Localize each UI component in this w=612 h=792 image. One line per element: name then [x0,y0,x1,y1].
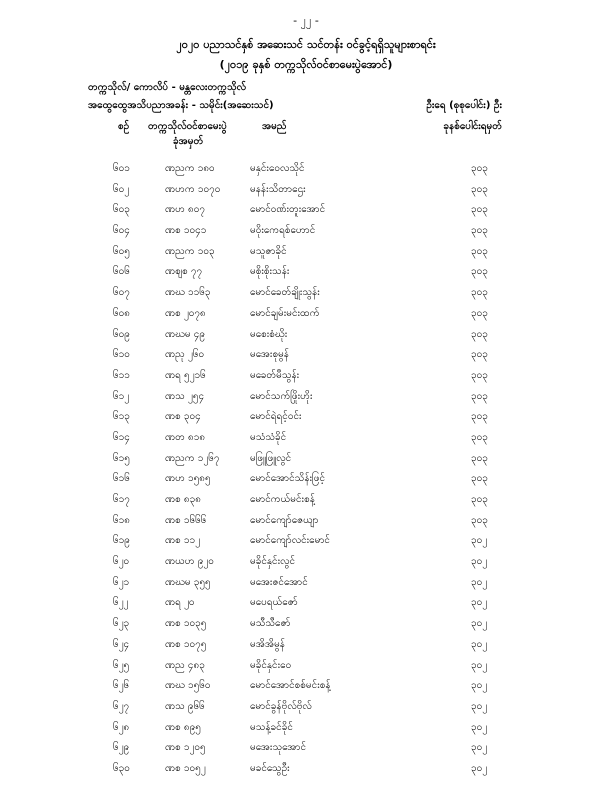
table-row [0,492,612,513]
row-roll-number: ဏစ ၈၃၈ [165,494,201,505]
table-row [0,327,612,348]
row-name: မောင်ချမ်းမင်းထက် [250,307,320,319]
table-row [0,761,612,782]
row-name: မအေးသုအောင် [250,742,307,754]
row-roll-number: ဏညက ၁၀၃ [165,245,215,257]
row-serial: ၆၂၉ [113,742,130,754]
row-name: မခင်သွေဦး [250,762,290,774]
row-roll-number: ဏဟက ၁၀၇၀ [165,183,221,195]
row-name: မခေတ်မီသွန်း [250,369,300,381]
row-serial: ၆၀၃ [113,204,130,216]
table-row [0,389,612,410]
row-roll-number: ဏယဟ ၉၂၀ [165,556,214,568]
row-serial: ၆၁၅ [113,452,130,464]
row-serial: ၆၀၁ [113,163,130,174]
row-serial: ၆၁၆ [113,473,130,485]
row-serial: ၆၁၈ [113,514,130,526]
row-name: မောင်အောင်သိန်းဖြင့် [250,473,325,485]
row-serial: ၆၁၇ [113,494,130,505]
row-roll-number: ဏစ ၁၆၆၆ [165,514,207,526]
row-total-marks: ၃၀၃ [471,266,488,278]
document-subtitle: (၂၀၁၉ ခုနှစ် တက္ကသိုလ်ဝင်စာမေးပွဲအောင်) [219,58,393,71]
row-roll-number: ဏရ ၅၂၁၆ [165,369,206,381]
header-total-marks: ခုနစ်ပေါင်းရမှတ် [443,121,502,132]
table-row [0,658,612,679]
header-name: အမည် [262,121,287,132]
row-name: မစိုးစိုးသန်း [250,266,290,278]
row-serial: ၆၂၂ [113,597,129,609]
row-roll-number: ဏဃ ၁၁၆၃ [165,287,211,299]
row-roll-number: ဏညု ၂၆၀ [165,349,205,361]
row-serial: ၆၂၅ [113,659,130,671]
row-name: မောင်ဝဏ်းတူးအောင် [250,204,326,216]
row-serial: ၆၁၃ [113,411,130,423]
row-roll-number: ဏစ ၂၀၇၈ [165,307,206,319]
row-name: မောင်ကယ်မင်းစန့် [250,494,315,505]
table-row [0,368,612,389]
table-row [0,451,612,472]
header-roll-number-line2: ခုံအမှတ် [173,136,204,147]
row-name: မအိအိမွန် [250,638,285,650]
row-name: မဝိုးကေရစ်ဟောင် [250,225,316,237]
row-total-marks: ၃၀၂ [471,638,488,650]
row-serial: ၆၀၉ [113,328,130,340]
row-serial: ၆၂၄ [113,638,130,650]
row-roll-number: ဏဃ ၁၅၆၀ [165,680,211,692]
row-name: မခိုင်နှင်းဝေ [250,659,292,671]
row-serial: ၆၃၀ [113,762,130,774]
row-roll-number: ဏသ ၂၅၄ [165,390,205,402]
row-total-marks: ၃၀၂ [471,700,488,712]
row-serial: ၆၀၂ [113,183,130,195]
row-name: မောင်ကျော်လင်းမောင် [250,535,330,547]
row-roll-number: ဏစ ၁၀၇၅ [165,638,207,650]
row-roll-number: ဏဟ ၈၀၇ [165,204,206,216]
row-roll-number: ဏစ ၁၀၃၅ [165,618,207,630]
table-row [0,575,612,596]
row-name: မနန်းသိတာဌေး [250,183,306,195]
row-roll-number: ဏည ၄၈၃ [165,659,205,671]
row-name: မစေးစံဃိုး [250,328,288,340]
row-total-marks: ၃၀၂ [471,742,488,754]
table-row [0,699,612,720]
row-total-marks: ၃၀၂ [471,597,488,609]
table-row [0,720,612,741]
row-total-marks: ၃၀၃ [471,431,488,443]
row-total-marks: ၃၀၃ [471,473,488,485]
row-name: မသီသီဇော် [250,618,291,630]
table-row [0,595,612,616]
table-row [0,554,612,575]
row-total-marks: ၃၀၂ [471,659,488,671]
row-roll-number: ဏရ ၂၀ [165,597,195,609]
table-row [0,678,612,699]
university-line: တက္ကသိုလ်/ ကောလိပ် - မန္တလေးတက္ကသိုလ် [88,82,247,93]
row-roll-number: ဏဃမ ၃၅၅ [165,576,211,588]
row-total-marks: ၃၀၃ [471,225,488,237]
table-row [0,533,612,554]
row-roll-number: ဏဃမ ၄၉ [165,328,205,340]
row-total-marks: ၃၀၃ [471,452,488,464]
row-name: မောင်ခေတ်ချိုးသွန်း [250,287,320,299]
row-total-marks: ၃၀၂ [471,721,488,733]
row-roll-number: ဏတ ၈၁၈ [165,431,206,443]
row-total-marks: ၃၀၃ [471,514,488,526]
row-roll-number: ဏစ ၁၀၄၁ [165,225,207,237]
table-row [0,430,612,451]
row-total-marks: ၃၀၂ [471,576,488,588]
row-name: မအေးဇင်အောင် [250,576,308,588]
row-serial: ၆၂၇ [113,700,130,712]
row-total-marks: ၃၀၃ [471,369,488,381]
table-row [0,244,612,265]
subject-line: အထွေထွေအသိပညာအခန်း - သမိုင်း(အဆေးသင်) [88,100,274,111]
table-row [0,616,612,637]
row-serial: ၆၂၈ [113,721,130,733]
row-serial: ၆၀၅ [113,245,130,257]
table-row [0,182,612,203]
table-row [0,264,612,285]
row-total-marks: ၃၀၃ [471,411,488,423]
row-total-marks: ၃၀၃ [471,328,488,340]
row-serial: ၆၂၀ [113,556,130,568]
table-row [0,306,612,327]
table-row [0,223,612,244]
row-total-marks: ၃၀၂ [471,535,488,547]
row-serial: ၆၂၃ [113,618,130,630]
row-total-marks: ၃၀၃ [471,245,488,257]
row-total-marks: ၃၀၃ [471,390,488,402]
row-name: မသူဇာခိုင် [250,245,287,257]
row-total-marks: ၃၀၃ [471,307,488,319]
row-total-marks: ၃၀၂ [471,762,488,774]
header-roll-number: တက္ကသိုလ်ဝင်စာမေးပွဲ [148,121,227,132]
table-row [0,347,612,368]
row-total-marks: ၃၀၃ [471,349,488,361]
row-roll-number: ဏညက ၁၂၆၇ [165,452,220,464]
table-row [0,285,612,306]
row-total-marks: ၃၀၂ [471,680,488,692]
row-total-marks: ၃၀၃ [471,287,488,299]
row-roll-number: ဏညက ၁၈၀ [165,163,215,174]
row-total-marks: ၃၀၂ [471,618,488,630]
row-name: မောင်သက်ဖြိုးဟိုး [250,390,313,402]
row-total-marks: ၃၀၃ [471,163,488,174]
row-total-marks: ၃၀၃ [471,204,488,216]
row-total-marks: ၃၀၂ [471,556,488,568]
header-serial: စဉ် [118,121,130,132]
row-roll-number: ဏစ ၁၂၀၅ [165,742,206,754]
row-total-marks: ၃၀၃ [471,494,488,505]
row-total-marks: ၃၀၃ [471,183,488,195]
table-row [0,471,612,492]
row-roll-number: ဏစ ၃၀၄ [165,411,201,423]
row-roll-number: ဏစ ၁၀၅၂ [165,762,206,774]
row-roll-number: ဏသ ၉၆၆ [165,700,205,712]
table-row [0,161,612,182]
count-line: ဦးရေ (စုစုပေါင်း) ဦး [426,100,502,111]
student-list [0,161,612,782]
row-name: မသံသံခိုင် [250,431,287,443]
row-name: မခိုင်နှင်းလွင် [250,556,296,568]
table-row [0,409,612,430]
row-serial: ၆၁၀ [113,349,130,361]
row-name: မောင်ခွန်ဗိုလ်ဗိုလ် [250,700,312,712]
row-roll-number: ဏဈစ ၇၇ [165,266,203,278]
row-roll-number: ဏဟ ၁၅၈၅ [165,473,211,485]
row-serial: ၆၁၁ [113,369,130,381]
table-row [0,740,612,761]
row-name: မောင်ကျော်ဇေယျာ [250,514,319,526]
row-serial: ၆၁၄ [113,431,130,443]
row-serial: ၆၁၂ [113,390,130,402]
row-name: မသန့်ခင်ခိုင် [250,721,293,733]
row-serial: ၆၁၉ [113,535,130,547]
table-row [0,637,612,658]
row-name: မနှင်းဝေလသိုင် [250,163,305,174]
row-serial: ၆၀၇ [113,287,130,299]
row-name: မအေးစုမွန် [250,349,289,361]
row-serial: ၆၀၄ [113,225,130,237]
page-number: - ၂၂ - [293,14,319,27]
table-row [0,513,612,534]
row-name: မပေရယ်ဇော် [250,597,298,609]
row-name: မောင်ရဲရင့်ဝင်း [250,411,302,423]
row-name: မဖြူဖြူလွင် [250,452,292,464]
row-serial: ၆၂၆ [113,680,130,692]
row-serial: ၆၂၁ [113,576,130,588]
row-name: မောင်အောင်စစ်မင်းစန့် [250,680,331,692]
row-serial: ၆၀၈ [113,307,130,319]
table-row [0,202,612,223]
row-roll-number: ဏစ ၁၁၂ [165,535,201,547]
document-title: ၂၀၂၀ ပညာသင်နှစ် အဆေးသင် သင်တန်း ဝင်ခွင့်ရရှိသူများစာရင်း [176,38,436,51]
row-serial: ၆၀၆ [113,266,130,278]
row-roll-number: ဏစ ၈၉၅ [165,721,201,733]
